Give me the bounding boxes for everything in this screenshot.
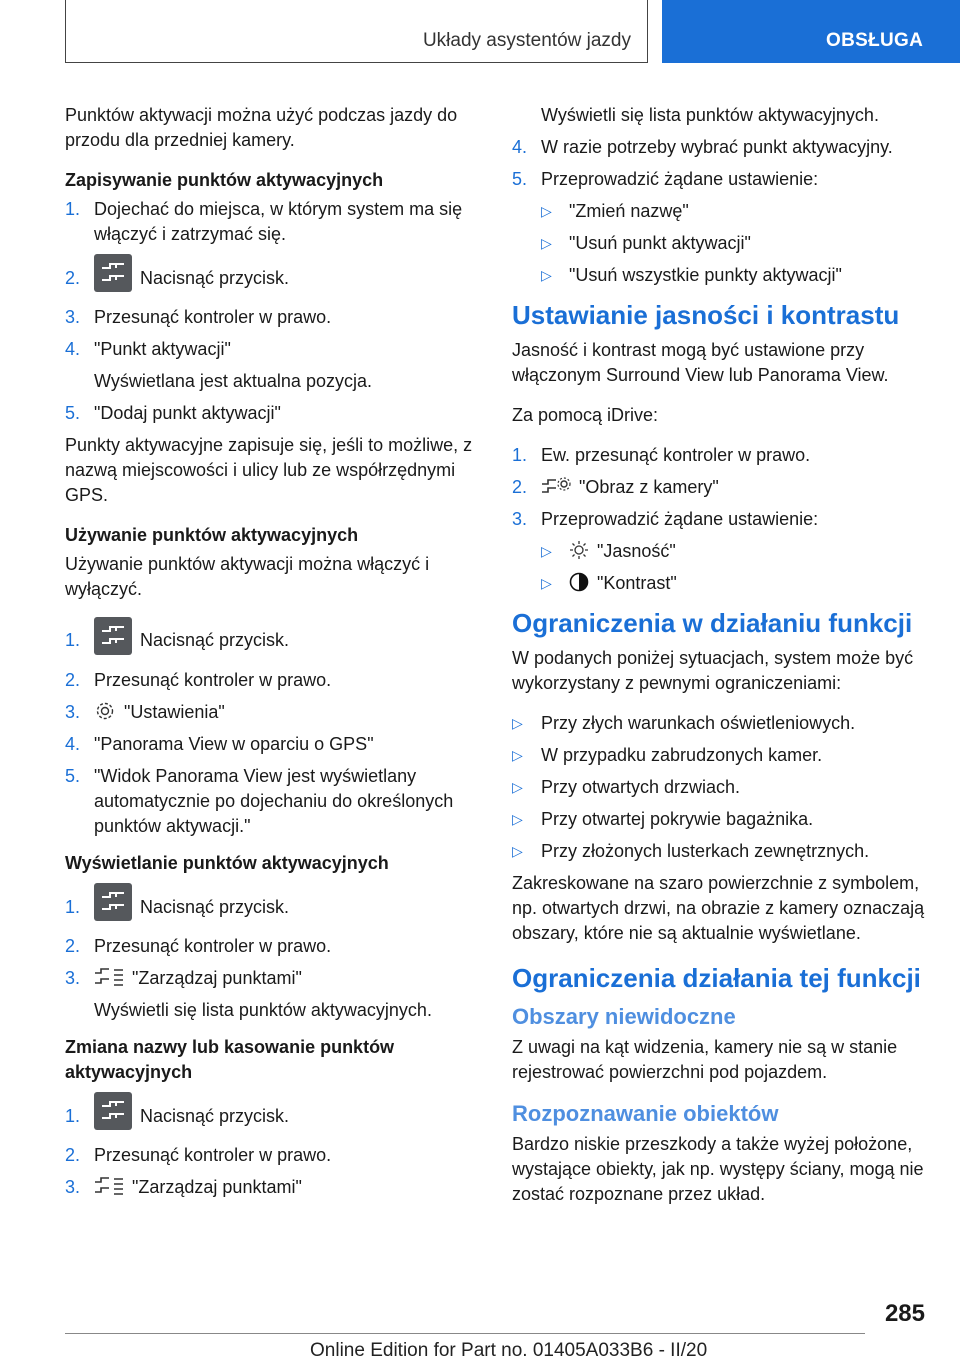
save-step-4: 4. "Punkt aktywacji" xyxy=(65,339,231,360)
brightness-step-3: 3. Przeprowadzić żądane ustawienie: xyxy=(512,509,819,529)
limits-outro: Zakreskowane na szaro powierzchnie z symbolem, np. otwartych drzwi, na obrazie z kamery oznaczają obszary, które nie są aktualnie wyświetlane. xyxy=(512,873,925,943)
show-step-3-note: Wyświetli się lista punktów aktywacyjnych. xyxy=(94,999,432,1020)
brightness-step-1: 1. Ew. przesunąć kontroler w prawo. xyxy=(512,445,811,465)
camera-button-icon xyxy=(94,883,132,921)
limits-intro: W podanych poniżej sytuacjach, system może być wykorzystany z pewnymi ograniczeniami: xyxy=(512,648,914,693)
invisible-text: Z uwagi na kąt widzenia, kamery nie są w stanie rejestrować powierzchni pod pojazdem. xyxy=(512,1037,898,1082)
show-step-1: 1. Nacisnąć przycisk. xyxy=(65,884,485,927)
rename-option: ▷ "Usuń punkt aktywacji" xyxy=(541,233,751,253)
use-step-1: 1. Nacisnąć przycisk. xyxy=(65,617,485,660)
use-step-3: 3. "Ustawienia" xyxy=(65,701,225,722)
brightness-step-2: 2. "Obraz z kamery" xyxy=(512,477,719,497)
detect-text: Bardzo niskie przeszkody a także wyżej położone, wystające obiekty, jak np. występy ściany, mogą nie zostać rozpoznane przez układ. xyxy=(512,1134,924,1204)
save-outro: Punkty aktywacyjne zapisuje się, jeśli to możliwe, z nazwą miejscowości i ulicy lub ze współrzędnymi GPS. xyxy=(65,435,473,506)
limits-item: ▷ Przy otwartych drzwiach. xyxy=(512,777,741,797)
show-step-3: 3. "Zarządzaj punktami" xyxy=(65,967,302,988)
contrast-icon xyxy=(569,572,589,592)
rename-step-4: 4. W razie potrzeby wybrać punkt aktywacyjny. xyxy=(512,137,893,157)
camera-button-icon xyxy=(94,1092,132,1130)
limits-item: ▷ W przypadku zabrudzonych kamer. xyxy=(512,745,823,765)
use-step-4: 4. "Panorama View w oparciu o GPS" xyxy=(65,733,374,754)
show-step-2: 2. Przesunąć kontroler w prawo. xyxy=(65,935,332,956)
header-frame xyxy=(65,0,648,63)
use-heading: Używanie punktów aktywacyjnych xyxy=(65,525,359,546)
limits-item: ▷ Przy złych warunkach oświetleniowych. xyxy=(512,713,856,733)
manage-points-icon xyxy=(94,967,124,987)
show-heading: Wyświetlanie punktów aktywacyjnych xyxy=(65,852,389,873)
save-step-3: 3. Przesunąć kontroler w prawo. xyxy=(65,307,332,328)
header-tab-label: OBSŁUGA xyxy=(826,30,924,51)
limits-item: ▷ Przy złożonych lusterkach zewnętrznych. xyxy=(512,841,870,861)
rename-option: ▷ "Zmień nazwę" xyxy=(541,201,689,221)
rename-cont: Wyświetli się lista punktów aktywacyjnych. xyxy=(541,105,879,125)
camera-button-icon xyxy=(94,617,132,655)
brightness-option: ▷ "Jasność" xyxy=(541,541,676,561)
use-step-2: 2. Przesunąć kontroler w prawo. xyxy=(65,669,332,690)
intro-text: Punktów aktywacji można użyć podczas jazdy do przodu dla przedniej kamery. xyxy=(65,105,458,150)
invisible-heading: Obszary niewidoczne xyxy=(512,1004,736,1029)
detect-heading: Rozpoznawanie obiektów xyxy=(512,1101,779,1126)
rename-option: ▷ "Usuń wszystkie punkty aktywacji" xyxy=(541,265,842,285)
manage-points-icon xyxy=(94,1176,124,1196)
rename-step-3: 3. "Zarządzaj punktami" xyxy=(65,1177,302,1197)
header-title: Układy asystentów jazdy xyxy=(422,30,631,51)
use-step-5: 5. "Widok Panorama View jest wyświetlany automatycznie po dojechaniu do określonych punktów aktywacji." xyxy=(65,765,454,836)
rename-step-5: 5. Przeprowadzić żądane ustawienie: xyxy=(512,169,819,189)
footer-edition: Online Edition for Part no. 01405A033B6 - II/20 xyxy=(310,1340,708,1361)
save-step-4-note: Wyświetlana jest aktualna pozycja. xyxy=(94,371,372,392)
rename-step-2: 2. Przesunąć kontroler w prawo. xyxy=(65,1145,332,1165)
save-step-2: 2. Nacisnąć przycisk. xyxy=(65,255,485,298)
camera-image-icon xyxy=(541,476,571,496)
brightness-option: ▷ "Kontrast" xyxy=(541,573,677,593)
footer-divider xyxy=(65,1333,865,1334)
save-heading: Zapisywanie punktów aktywacyjnych xyxy=(65,170,384,190)
limits-item: ▷ Przy otwartej pokrywie bagażnika. xyxy=(512,809,814,829)
camera-button-icon xyxy=(94,254,132,292)
header-tab xyxy=(662,0,960,63)
sun-icon xyxy=(569,540,589,560)
limits-heading: Ograniczenia w działaniu funkcji xyxy=(512,608,913,638)
gear-icon xyxy=(94,700,116,722)
use-intro: Używanie punktów aktywacji można włączyć i wyłączyć. xyxy=(65,554,430,600)
func-heading: Ograniczenia działania tej funkcji xyxy=(512,963,921,993)
rename-heading: Zmiana nazwy lub kasowanie punktów aktywacyjnych xyxy=(65,1036,395,1082)
save-step-5: 5. "Dodaj punkt aktywacji" xyxy=(65,403,281,424)
brightness-intro: Jasność i kontrast mogą być ustawione przy włączonym Surround View lub Panorama View. xyxy=(512,340,889,385)
save-step-1: 1. Dojechać do miejsca, w którym system ma się włączyć i zatrzymać się. xyxy=(65,199,463,244)
brightness-heading: Ustawianie jasności i kontrastu xyxy=(512,300,900,330)
rename-step-1: 1. Nacisnąć przycisk. xyxy=(65,1093,485,1136)
right-column xyxy=(512,103,932,1222)
page-number: 285 xyxy=(884,1300,925,1327)
left-column xyxy=(65,103,485,1207)
brightness-idrive: Za pomocą iDrive: xyxy=(512,405,659,425)
